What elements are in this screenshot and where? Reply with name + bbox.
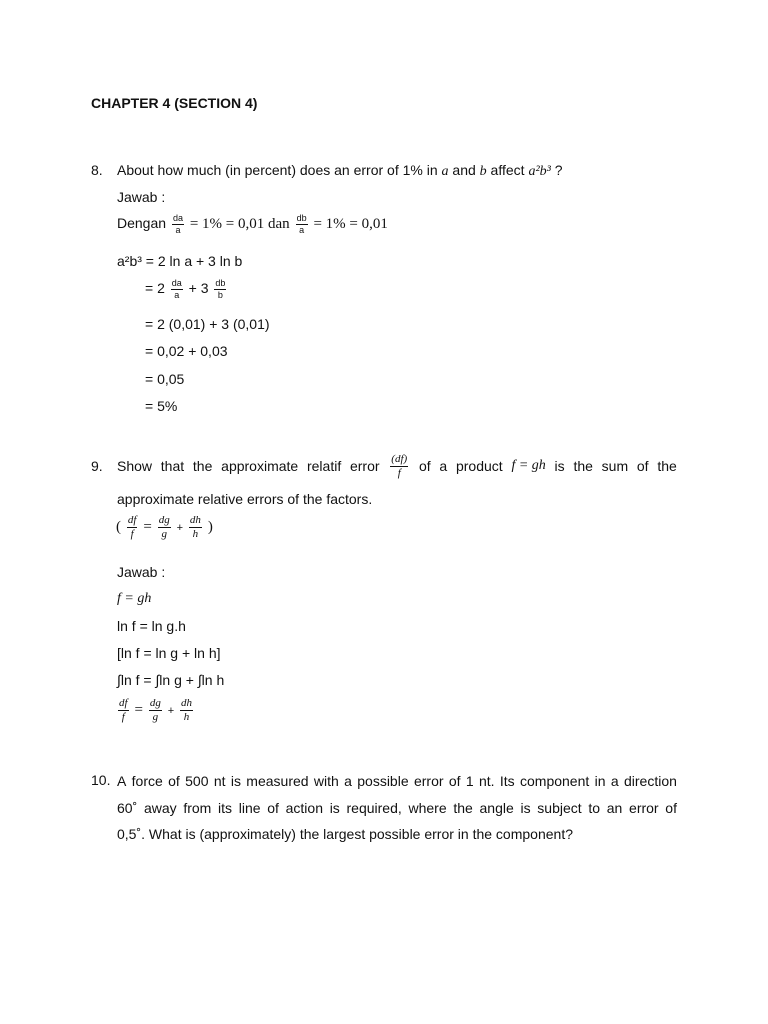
word: its <box>218 800 233 816</box>
chapter-heading: CHAPTER 4 (SECTION 4) <box>91 95 258 111</box>
q9-formula: ( $\frac{df}{f}$ = $\frac{dg}{g}$ + $\frac{dh}{h}$ ) <box>116 514 213 540</box>
q10-line2 <box>117 799 677 817</box>
word: from <box>183 800 212 816</box>
q8-jawab: Jawab : <box>117 189 166 205</box>
q8-step5: = 5% <box>145 398 178 414</box>
word: nt <box>213 773 226 789</box>
word: approximate <box>221 458 299 474</box>
fraction-db-b <box>214 279 226 300</box>
fraction-db-a <box>296 214 308 235</box>
numerator: dh <box>189 514 201 526</box>
word: a <box>344 773 352 789</box>
word: the <box>573 458 593 474</box>
word: of <box>168 773 180 789</box>
q9-number: 9. <box>91 458 103 474</box>
word: f = gh <box>511 458 546 473</box>
q8-dengan-line: Dengan $\frac{da}{a}$ = 1% = 0,01 dan $\frac{db}{a}$ = 1% = 0,01 <box>117 213 388 235</box>
word: 60˚ <box>117 800 138 816</box>
word: error <box>629 800 659 816</box>
word: A <box>117 773 127 789</box>
word: an <box>606 800 623 816</box>
q9-result: $\frac{df}{f}$ = $\frac{dg}{g}$ + $\frac{dh}{h}$ <box>119 697 193 723</box>
numerator: (df) <box>391 452 408 465</box>
fraction-dh-h <box>189 515 202 540</box>
denominator: h <box>183 711 190 723</box>
word: the <box>657 458 677 474</box>
numerator: da <box>172 213 183 223</box>
denominator: g <box>152 711 159 723</box>
fraction-df-f-2 <box>127 515 138 540</box>
q8-step4: = 0,05 <box>145 371 185 387</box>
word: relatif <box>306 458 342 474</box>
q8-step3: = 0,02 + 0,03 <box>145 343 228 359</box>
denominator: a <box>299 225 305 235</box>
word: error <box>349 458 380 474</box>
word: a <box>610 773 619 789</box>
word: 1 <box>465 773 474 789</box>
word: the <box>192 458 213 474</box>
numerator: db <box>215 278 226 288</box>
word: Show <box>117 458 153 474</box>
word: product <box>455 458 503 474</box>
word: error <box>413 773 444 789</box>
word: force <box>131 773 163 789</box>
q10-number: 10. <box>91 772 111 788</box>
word: the <box>453 800 473 816</box>
q8-log-line: a²b³ = 2 ln a + 3 ln b <box>117 253 243 269</box>
fraction-da-a-2 <box>171 279 183 300</box>
denominator: f <box>130 528 134 540</box>
word: 500 <box>185 773 209 789</box>
q8-step2: = 2 (0,01) + 3 (0,01) <box>145 316 270 332</box>
word: component <box>520 773 590 789</box>
fraction-df-f-3 <box>118 698 129 723</box>
word: subject <box>537 800 582 816</box>
numerator: df <box>119 697 128 709</box>
numerator: dg <box>149 697 161 709</box>
word: is <box>329 800 340 816</box>
fraction-da-a <box>172 214 184 235</box>
word: away <box>143 800 177 816</box>
denominator: h <box>192 528 199 540</box>
numerator: da <box>171 278 182 288</box>
fraction-df-f <box>390 454 408 479</box>
fraction-dg-g-2 <box>149 698 162 723</box>
numerator: df <box>127 514 137 526</box>
denominator: f <box>121 711 125 723</box>
word: required, <box>346 800 402 816</box>
word: direction <box>623 773 677 789</box>
word: with <box>313 773 339 789</box>
word: sum <box>601 458 629 474</box>
word: action <box>285 800 323 816</box>
word: is <box>554 458 565 474</box>
denominator: a <box>174 290 180 300</box>
word: Its <box>499 773 515 789</box>
q10-line3: 0,5˚. What is (approximately) the largest possible error in the component? <box>117 826 573 842</box>
q10-line1 <box>117 772 677 790</box>
denominator: b <box>217 290 223 300</box>
denominator: g <box>161 528 167 540</box>
fraction-dh-h-2 <box>180 698 193 723</box>
word: of <box>418 458 431 474</box>
word: of <box>267 800 279 816</box>
denominator: a <box>175 225 181 235</box>
q9-line1: f = gh <box>117 591 152 606</box>
q9-line2: ln f = ln g.h <box>117 618 186 634</box>
numerator: dh <box>181 697 193 709</box>
word: is <box>230 773 241 789</box>
word: possible <box>357 773 409 789</box>
word: is <box>520 800 531 816</box>
word: measured <box>246 773 309 789</box>
q9-line4: ∫ln f = ∫ln g + ∫ln h <box>117 672 225 688</box>
word: line <box>238 800 261 816</box>
word: of <box>448 773 461 789</box>
word: where <box>408 800 447 816</box>
fraction-dg-g <box>158 515 171 540</box>
word: of <box>665 800 677 816</box>
q8-question: About how much (in percent) does an error of 1% in a and b affect a²b³ ? <box>117 162 563 179</box>
q8-number: 8. <box>91 162 103 178</box>
word: of <box>636 458 649 474</box>
word: in <box>594 773 606 789</box>
word: that <box>160 458 185 474</box>
q9-question-line1 <box>117 448 677 484</box>
numerator: dg <box>158 514 170 526</box>
numerator: db <box>296 213 307 223</box>
q9-jawab: Jawab : <box>117 564 166 580</box>
q9-line3: [ln f = ln g + ln h] <box>117 645 221 661</box>
word: nt. <box>478 773 495 789</box>
q9-question-line2: approximate relative errors of the factors. <box>117 491 373 507</box>
word: angle <box>479 800 514 816</box>
q8-step1: = 2 $\frac{da}{a}$ + 3 $\frac{db}{b}$ <box>145 278 226 300</box>
word: to <box>588 800 601 816</box>
word: a <box>439 458 448 474</box>
denominator: f <box>397 466 401 479</box>
